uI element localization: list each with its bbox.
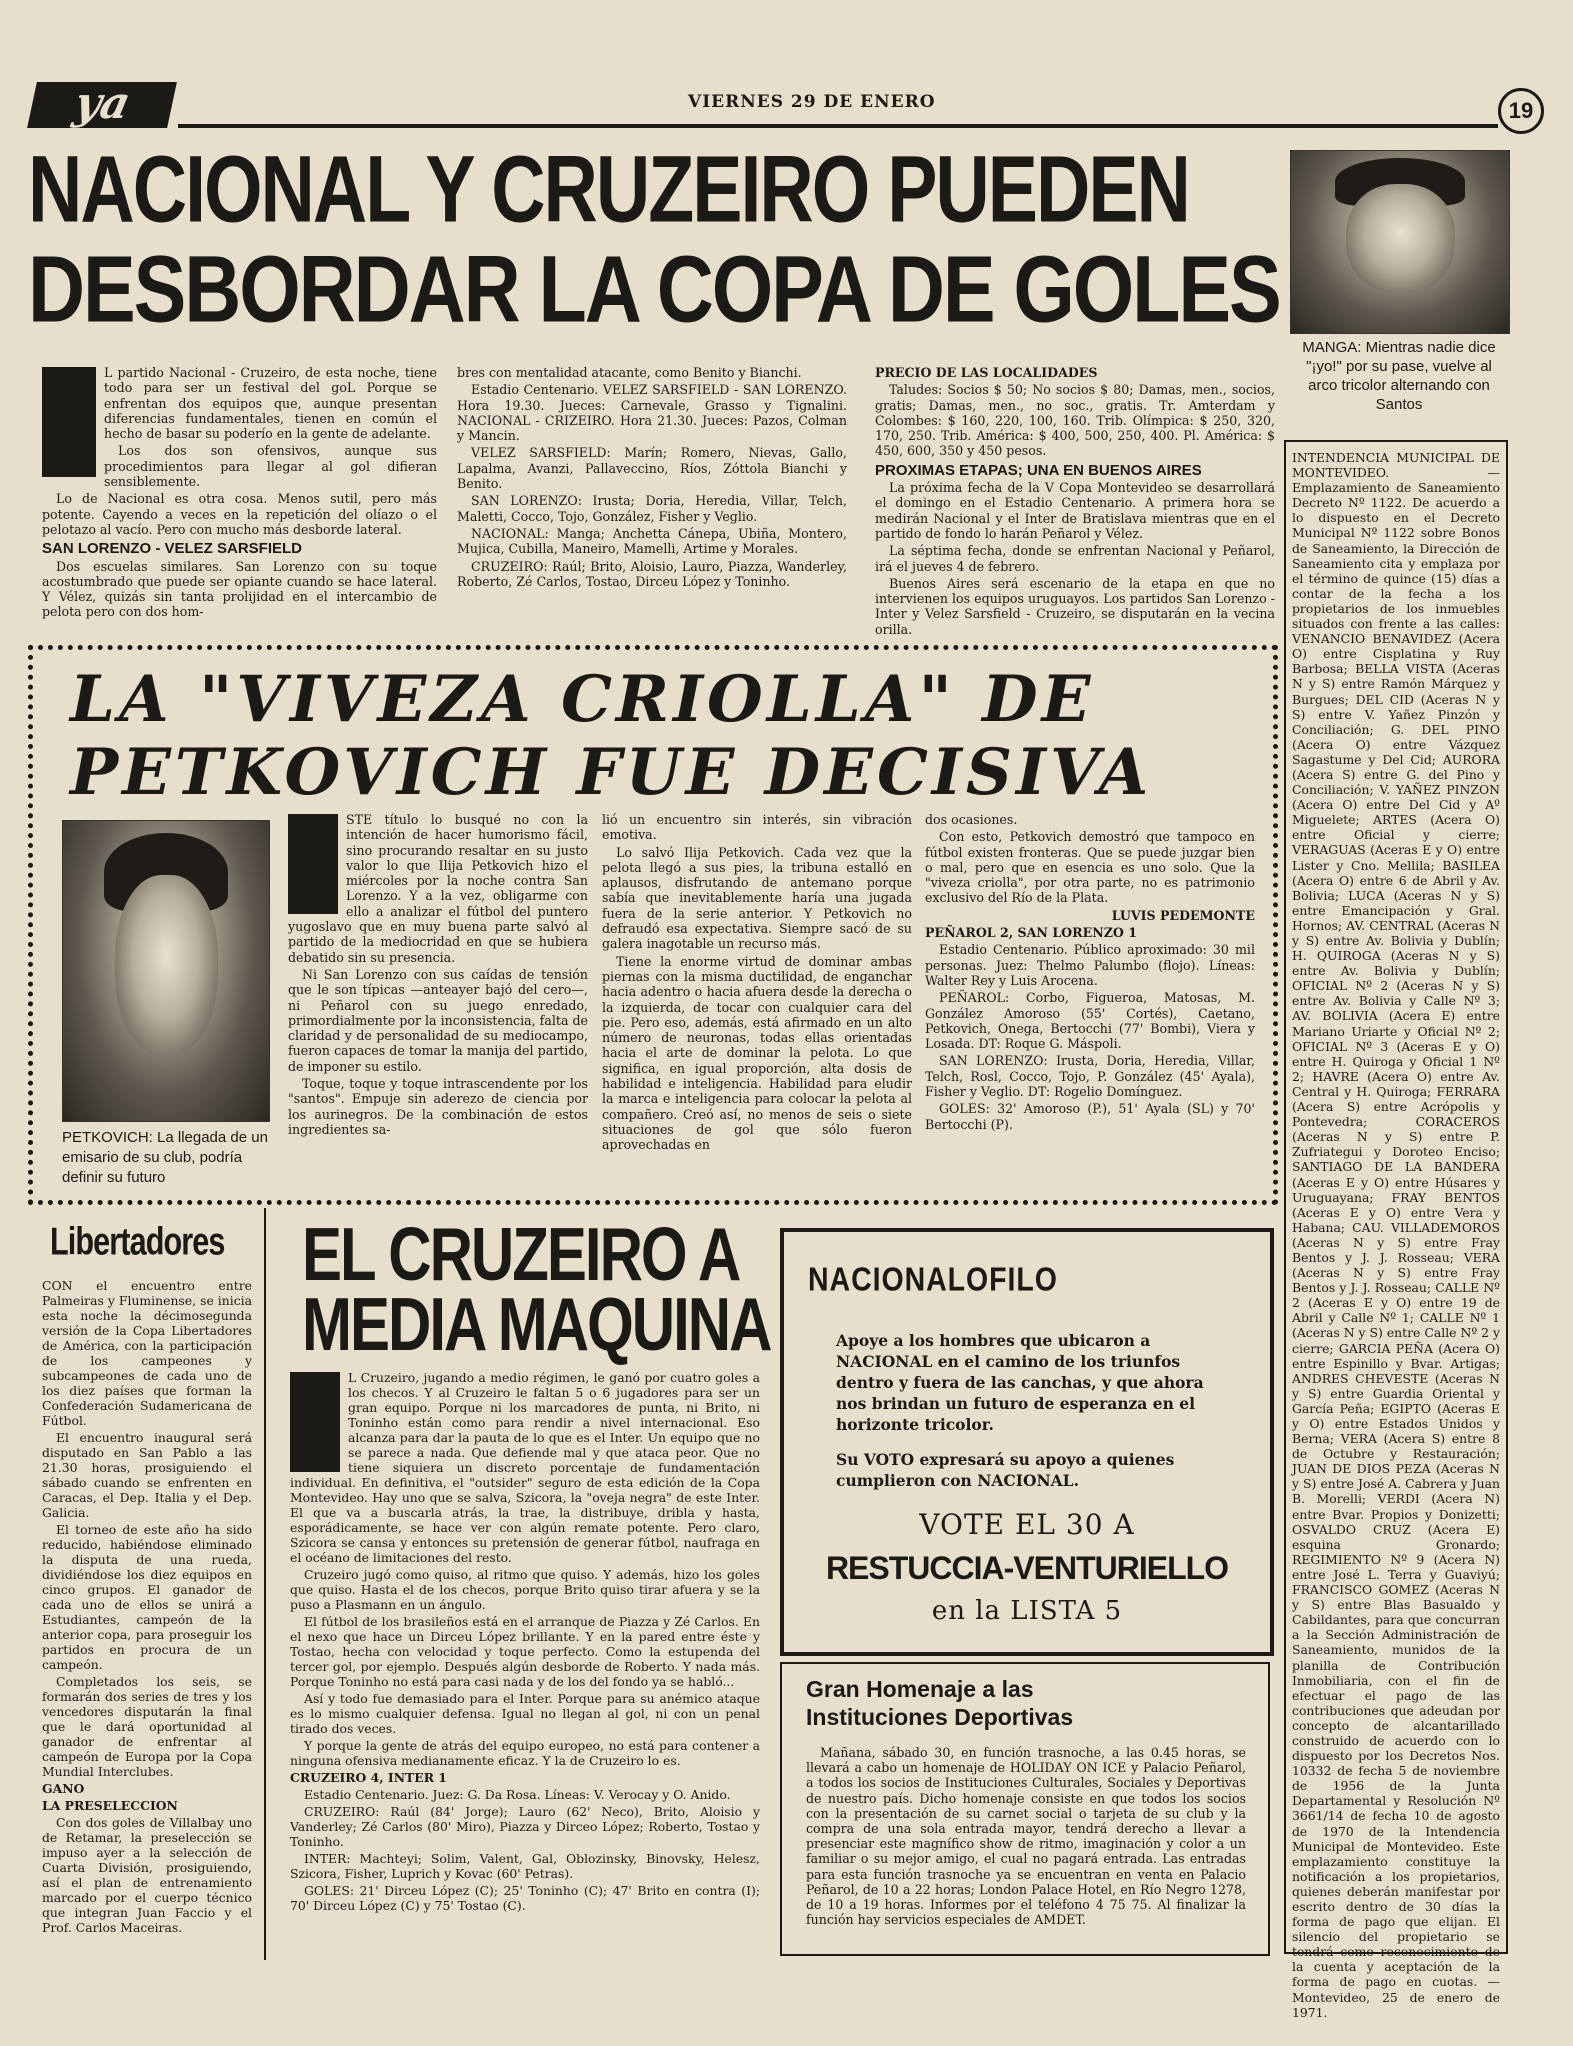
paragraph: Los dos son ofensivos, aunque sus procedimientos para llegar al gol difieran sensiblemente. — [104, 443, 437, 490]
petkovich-caption: PETKOVICH: La llegada de un emisario de su club, podría definir su futuro — [62, 1129, 268, 1186]
cruzeiro-body — [290, 1370, 760, 1945]
libertadores-body — [42, 1278, 252, 1943]
goals-line: GOLES: 32' Amoroso (P.), 51' Ayala (SL) y 70' Bertocchi (P). — [925, 1101, 1255, 1132]
dropcap-e — [290, 1372, 340, 1472]
masthead — [28, 78, 1544, 132]
main-article-col1 — [42, 365, 437, 645]
photo-face — [115, 875, 218, 1055]
lineup-cruzeiro: CRUZEIRO: Raúl; Brito, Aloisio, Lauro, Piazza, Wanderley, Roberto, Zé Carlos, Tostao, Dirceu López y Toninho. — [457, 558, 847, 589]
ad-vote-line3: en la LISTA 5 — [931, 1596, 1123, 1626]
paragraph: La séptima fecha, donde se enfrentan Nacional y Peñarol, irá el jueves 4 de febrero. — [875, 543, 1275, 574]
paragraph: Con dos goles de Villalbay uno de Retamar, la preselección se impuso ayer a la selección de Cuarta División, prosiguiendo, así el plan de entrenamiento marcado por el cuerpo técnico que integran Juan Faccio y el Prof. Carlos Maceiras. — [42, 1815, 252, 1935]
paragraph: CON el encuentro entre Palmeiras y Fluminense, se inicia esta noche la décimosegunda versión de la Copa Libertadores de América, con la participación de los campeones y subcampeones de cada uno de los diez países que forman la Confederación Sudamericana de Fútbol. — [42, 1278, 252, 1428]
paragraph: Ni San Lorenzo con sus caídas de tensión que le son típicas —anteayer bajó del cero—, ni Peñarol con su juego enredado, primordialmente por la inconsistencia, falta de claridad y de personalidad de su mediocampo, fueron capaces de tomar la manija del partido, de imponer su estilo. — [288, 966, 588, 1074]
paragraph: Lo de Nacional es otra cosa. Menos sutil, pero más potente. Cayendo a veces en la repetición del olíazo o el pelotazo al vacío. Pero con mucho más desborde lateral. — [42, 491, 437, 537]
paragraph: Buenos Aires será escenario de la etapa en que no intervienen los equipos uruguayos. Los partidos San Lorenzo - Inter y Velez Sarsfield - Cruzeiro, se disputarán en la vecina orilla. — [875, 575, 1275, 637]
paragraph: Cruzeiro jugó como quiso, al ritmo que quiso. Y además, hizo los goles que quiso. Hasta el de los checos, porque Brito quiso tirar afuera y se la puso a Plasmann en un ángulo. — [290, 1567, 760, 1612]
paragraph: Completados los seis, se formarán dos series de tres y los vencedores disputarán la final que le dará oportunidad al ganador de enfrentar al campeón de Europa por la Copa Mundial Interclubes. — [42, 1674, 252, 1779]
homenaje-title-line1: Gran Homenaje a las — [806, 1676, 1034, 1702]
ad-vote-line1: VOTE EL 30 A — [919, 1508, 1135, 1541]
masthead-date: VIERNES 29 DE ENERO — [688, 92, 936, 112]
cruzeiro-headline-line2: MEDIA MAQUINA — [302, 1282, 771, 1367]
manga-photo — [1290, 150, 1510, 334]
ad-copy — [836, 1330, 1236, 1491]
ad-paragraph: Su VOTO expresará su apoyo a quienes cumplieron con NACIONAL. — [836, 1450, 1175, 1490]
page-number: 19 — [1498, 88, 1544, 134]
photo-face — [1346, 184, 1455, 293]
dropcap-e — [288, 814, 338, 914]
lineup-san-lorenzo: SAN LORENZO: Irusta, Doria, Heredia, Villar, Telch, Rosl, Cocco, Tojo, P. González (45' Ayala), Fisher y Veglio. DT: Rogelio Domínguez. — [925, 1053, 1255, 1100]
subhead: SAN LORENZO - VELEZ SARSFIELD — [42, 540, 303, 558]
lineup-velez: VELEZ SARSFIELD: Marín; Romero, Nievas, Gallo, Lapalma, Avanzi, Pallaveccino, Ríos, Zóttola Bianchi y Benito. — [457, 445, 847, 492]
paragraph: lió un encuentro sin interés, sin vibración emotiva. — [602, 812, 912, 843]
lineup-cruzeiro: CRUZEIRO: Raúl (84' Jorge); Lauro (62' Neco), Brito, Aloisio y Vanderley; Zé Carlos (80' Miro), Piazza y Dirceo López; Roberto, Tostao y Toninho. — [290, 1804, 760, 1849]
paragraph: El fútbol de los brasileños está en el arranque de Piazza y Zé Carlos. En el nexo que hace un Dirceu López brillante. Y en la pared entre éste y Tostao, hecha con velocidad y toque perfecto. Como la estupenda del tercer gol, por ejemplo. Después algún desborde de Roberto. Y nada más. Porque Toninho no está para casi nada y de los del fondo ya se habló... — [290, 1614, 760, 1689]
lineup-san-lorenzo: SAN LORENZO: Irusta; Doria, Heredia, Villar, Telch, Maletti, Cocco, Tojo, González, Fisher y Veglio. — [457, 493, 847, 524]
viveza-col2 — [602, 812, 912, 1184]
paragraph: Así y todo fue demasiado para el Inter. Porque para su anémico ataque es lo mismo cualquier defensa. Igual no llegan al gol, ni con un penal tirado dos veces. — [290, 1691, 760, 1736]
ad-title: NACIONALOFILO — [808, 1262, 1058, 1299]
paragraph: Tiene la enorme virtud de dominar ambas piernas con la misma ductilidad, de enganchar hacia adentro o hacia afuera desde la derecha o la izquierda, de tocar con cualquier cara del pie. Pero eso, además, está afirmado en un alto número de neuronas, todas ellas orientadas hacia el arte de dominar la pelota. Lo que significa, en igual proporción, alta dosis de habilidad e inteligencia. Habilidad para eludir la marca e inteligencia para colocar la pelota al compañero. Creó así, no menos de seis o siete situaciones de gol que sólo fueron aprovechadas en — [602, 953, 912, 1153]
paragraph: Con esto, Petkovich demostró que tampoco en fútbol existen fronteras. Que se puede juzgar bien o mal, pero que en esencia es uno solo. Que la "viveza criolla", por otra parte, no es patrimonio exclusivo del Río de la Plata. — [925, 829, 1255, 906]
petkovich-photo — [62, 820, 270, 1122]
main-headline-line1: NACIONAL Y CRUZEIRO PUEDEN — [28, 136, 1189, 243]
paragraph: La próxima fecha de la V Copa Montevideo se desarrollará el domingo en el Estadio Centenario. A primera hora se medirán Nacional y el Inter de Bratislava mientras que en el partido de fondo lo harán Peñarol y Vélez. — [875, 480, 1275, 541]
manga-caption: MANGA: Mientras nadie dice "¡yo!" por su pase, vuelve al arco tricolor alternando con Santos — [1302, 339, 1496, 413]
paragraph: STE título lo busqué no con la intención de hacer humorismo fácil, sino procurando resaltar en su justo valor lo que Ilija Petkovich hizo el miércoles por la noche contra San Lorenzo. Y a la vez, obligarme con ello a analizar el fútbol del puntero yugoslavo que en muy buena parte salvó al partido de la mediocridad en que se hubiera debatido sin su presencia. — [288, 812, 588, 965]
paragraph: Y porque la gente de atrás del equipo europeo, no está para contener a ninguna ofensiva medianamente eficaz. Y la de Cruzeiro lo es. — [290, 1738, 760, 1768]
paragraph: Estadio Centenario. VELEZ SARSFIELD - SAN LORENZO. Hora 19.30. Jueces: Carnevale, Grasso y Tignalini. NACIONAL - CRIZEIRO. Hora 21.30. Jueces: Pazos, Colman y Mancin. — [457, 382, 847, 444]
subhead: PRECIO DE LAS LOCALIDADES — [875, 365, 1098, 380]
subhead: LA PRESELECCION — [42, 1798, 178, 1813]
subhead: GANO — [42, 1781, 85, 1796]
cruzeiro-headline-line1: EL CRUZEIRO A — [302, 1212, 740, 1297]
viveza-col3 — [925, 812, 1255, 1184]
subhead: PROXIMAS ETAPAS; UNA EN BUENOS AIRES — [875, 461, 1202, 479]
main-article-col3 — [875, 365, 1275, 645]
homenaje-title-line2: Instituciones Deportivas — [806, 1704, 1074, 1730]
paragraph: Dos escuelas similares. San Lorenzo con su toque acostumbrado que puede ser opiante cuando se hace lateral. Y Vélez, quizás sin tanta prolijidad en el intercambio de pelota pero con dos hom- — [42, 558, 437, 620]
paragraph: El torneo de este año ha sido reducido, habiéndose eliminado la disputa de una rueda, dividiéndose los diez equipos en cinco grupos. El ganador de cada uno de ellos se unirá a Estudiantes, campeón de la anterior copa, para proseguir los partidos en procura de un campeón. — [42, 1522, 252, 1672]
paragraph: El encuentro inaugural será disputado en San Pablo a las 21.30 horas, prosiguiendo el sábado cuando se enfrenten en Caracas, el Dep. Italia y el Dep. Galicia. — [42, 1430, 252, 1520]
paragraph: L partido Nacional - Cruzeiro, de esta noche, tiene todo para ser un festival del goL Porque se enfrentan dos equipos que, aunque presentan diferencias fundamentales, tienen en común el hecho de basar su poderío en la gente de adelante. — [104, 365, 437, 442]
score-line: CRUZEIRO 4, INTER 1 — [290, 1770, 447, 1785]
logo-ya: ya — [27, 82, 177, 128]
intendencia-notice — [1292, 450, 1500, 2020]
homenaje-body — [806, 1745, 1246, 1945]
paragraph: Mañana, sábado 30, en función trasnoche, a las 0.45 horas, se llevará a cabo un homenaje de HOLIDAY ON ICE y Palacio Peñarol, a todos los socios de Instituciones Culturales, Sociales y Deportivas de nuestro país. Dicho homenaje consiste en que todos los socios con la presentación de su carnet social o tarjeta de su club y la compra de una sola entrada mayor, tendrá derecho a llevar a presenciar este magnífico show de ritmo, imaginación y color a un familiar o su mejor amigo, el cual no pagará entrada. Las entradas para esta función trasnoche ya se encuentran en venta en Palacio Peñarol, de 10 a 22 horas; London Palace Hotel, en Río Negro 1278, de 10 a 19 horas. Informes por el teléfono 4 75 75. Al finalizar la función hay servicios especiales de AMDET. — [806, 1745, 1246, 1928]
paragraph: Lo salvó Ilija Petkovich. Cada vez que la pelota llegó a sus pies, la tribuna estalló en aplausos, disfrutando de antemano porque sabía que inevitablemente haría una jugada fuera de la serie anterior. Y Petkovich no defraudó esa expectativa. Siempre sacó de su galera inagotable un recurso más. — [602, 844, 912, 952]
paragraph: Toque, toque y toque intrascendente por los "santos". Empuje sin aderezo de ciencia por los aurinegros. De la combinación de estos ingredientes sa- — [288, 1076, 588, 1137]
intendencia-text: INTENDENCIA MUNICIPAL DE MONTEVIDEO. — Emplazamiento de Saneamiento Decreto Nº 1122. De acuerdo a lo dispuesto en el Decreto Municipal Nº 1122 sobre Bonos de Saneamiento, la Dirección de Saneamiento cita y emplaza por el término de quince (15) días a contar de la fecha a los propietarios de los inmuebles situados con frente a las calles: VENANCIO BENAVIDEZ (Acera O) entre Cisplatina y Ruy Barbosa; BELLA VISTA (Aceras N y S) entre Ramón Márquez y Burgues; DEL CID (Aceras N y S) entre V. Yañez Pinzón y Conciliación; G. DEL PINO (Acera O) entre Vázquez Sagastume y Del Cid; AURORA (Acera S) entre G. del Pino y Conciliación; V. YAÑEZ PINZON (Acera O) entre Del Cid y Aº Miguelete; ARTES (Acera O) entre Oficial y cierre; VERAGUAS (Aceras E y O) entre Lister y Cno. Mellila; BASILEA (Acera O) entre 6 de Abril y Av. Bolivia; LUCA (Aceras N y S) entre Emancipación y Gral. Hornos; AV. CENTRAL (Aceras N y S) entre Av. Bolivia y Dublín; H. QUIROGA (Aceras N y S) entre Av. Bolivia y Dublín; OFICIAL Nº 2 (Aceras N y S) entre Av. Bolivia y Calle Nº 3; AV. BOLIVIA (Acera E) entre Mariano Uriarte y Oficial Nº 2; OFICIAL Nº 3 (Aceras E y O) entre H. Quiroga y Oficial 1 Nº 2; HAVRE (Acera O) entre Av. Central y H. Quiroga; FERRARA (Acera S) entre Acrópolis y Pontevedra; CORACEROS (Aceras N y S) entre P. Zufriategui y Doroteo Enciso; SANTIAGO DE LA BANDERA (Aceras E y O) entre Húsares y Uruguayana; FRAY BENTOS (Aceras E y O) entre Vera y Habana; CAU. VILLADEMOROS (Aceras N y S) entre Fray Bentos y J. J. Rosseau; VERA (Aceras N y S) entre Fray Bentos y J. J. Rosseau; CALLE Nº 2 (Aceras E y O) entre 19 de Abril y Calle Nº 1; CALLE Nº 1 (Aceras N y S) entre Calle Nº 2 y cierre; GARCIA PEÑA (Acera O) entre Espinillo y Bvar. Artigas; ANDRES CHEVESTE (Aceras N y S) entre Guardia Oriental y García Peña; EGIPTO (Aceras E y O) entre Estados Unidos y Berna; VERA (Acera S) entre 8 de Octubre y Restauración; JUAN DE DIOS PEZA (Aceras N y S) entre José A. Cabrera y Juan B. Morelli; VERDI (Acera N) entre Bvar. Propios y Donizetti; OSVALDO CRUZ (Acera E) esquina Gronardo; REGIMIENTO Nº 9 (Acera N) entre José L. Terra y Guaviyú; FRANCISCO GOMEZ (Aceras N y S) entre Blas Basualdo y Cabildantes, para que concurran a la Sección Administración de Saneamiento, munidos de la planilla de Contribución Inmobiliaria, con el fin de efectuar el pago de las contribuciones que adeudan por concepto de alcantarillado construido de acuerdo con lo dispuesto por los Decretos Nos. 10332 de fecha 5 de noviembre de 1956 de la Junta Departamental y Resolución Nº 3661/14 de fecha 10 de agosto de 1970 de la Intendencia Municipal de Montevideo. Este emplazamiento constituye la notificación a los propietarios, quienes deberán manifestar por escrito dentro de 30 días la forma de pago que elijan. El silencio del propietario se tendrá como reconocimiento de la cuenta y aceptación de la forma de pago en cuotas. — Montevideo, 25 de enero de 1971. — [1292, 450, 1500, 2020]
score-line: PEÑAROL 2, SAN LORENZO 1 — [925, 925, 1138, 941]
main-headline-line2: DESBORDAR LA COPA DE GOLES — [28, 236, 1280, 343]
ad-paragraph: Apoye a los hombres que ubicaron a NACIONAL en el camino de los triunfos dentro y fuera de las canchas, y que ahora nos brindan un futuro de esperanza en el horizonte tricolor. — [836, 1331, 1204, 1434]
libertadores-title: Libertadores — [50, 1220, 225, 1264]
lineup-nacional: NACIONAL: Manga; Anchetta Cánepa, Ubiña, Montero, Mujica, Cubilla, Maneiro, Mamelli, Artime y Morales. — [457, 525, 847, 557]
viveza-headline-line2: PETKOVICH FUE DECISIVA — [70, 735, 1153, 810]
goals-line: GOLES: 21' Dirceu López (C); 25' Toninho (C); 47' Brito en contra (I); 70' Dirceu López (C) y 75' Tostao (C). — [290, 1883, 760, 1913]
main-article-col2 — [457, 365, 847, 645]
viveza-headline-line1: LA "VIVEZA CRIOLLA" DE — [70, 662, 1095, 737]
ad-vote-line2: RESTUCCIA-VENTURIELLO — [825, 1550, 1229, 1586]
paragraph: L Cruzeiro, jugando a medio régimen, le ganó por cuatro goles a los checos. Y al Cruzeiro le faltan 5 o 6 jugadores para ser un gran equipo. Porque ni los marcadores de punta, ni Brito, ni Toninho están como para rendir a nivel internacional. Eso alcanza para dar la pauta de lo que es el Inter. Un equipo que no se parece a nada. Que defiende mal y que ataca peor. Que no tiene siquiera un discreto porcentaje de fundamentación individual. En definitiva, el "outsider" seguro de esta edición de la Copa Montevideo. Hay uno que se salva, Szicora, la "oveja negra" de este Inter. El que va a buscarla atrás, la trae, la distribuye, dribla y hasta, esporádicamente, se hace ver con algún remate potente. Pero claro, Szicora se cansa y entonces su pretensión de generar fútbol, naufraga en el océano de limitaciones del resto. — [290, 1370, 760, 1565]
paragraph: Taludes: Socios $ 50; No socios $ 80; Damas, men., socios, gratis; Damas, men., no soc., gratis. Tr. Amterdam y Colombes: $ 160, 220, 100, 160. Trib. Olímpica: $ 250, 320, 170, 250. Trib. América: $ 400, 500, 250, 400. Pl. América: $ 450, 600, 350 y 450 pesos. — [875, 382, 1275, 459]
lineup-inter: INTER: Machteyi; Solim, Valent, Gal, Oblozinsky, Binovsky, Helesz, Szicora, Fisher, Luprich y Kovac (60' Petras). — [290, 1851, 760, 1881]
viveza-col1 — [288, 812, 588, 1184]
dropcap-e — [42, 367, 96, 477]
paragraph: bres con mentalidad atacante, como Benito y Bianchi. — [457, 365, 802, 380]
paragraph: dos ocasiones. — [925, 812, 1018, 827]
paragraph: Estadio Centenario. Público aproximado: 30 mil personas. Juez: Thelmo Palumbo (flojo). Líneas: Walter Rey y Luis Arocena. — [925, 942, 1255, 988]
lineup-penarol: PEÑAROL: Corbo, Figueroa, Matosas, M. González Amoroso (55' Cortés), Caetano, Petkovich, Onega, Bertocchi (77' Bombi), Viera y Losada. DT: Roque G. Máspoli. — [925, 990, 1255, 1052]
masthead-rule — [178, 124, 1498, 128]
paragraph: Estadio Centenario. Juez: G. Da Rosa. Líneas: V. Verocay y O. Anido. — [304, 1787, 731, 1802]
byline: LUVIS PEDEMONTE — [1111, 907, 1255, 923]
